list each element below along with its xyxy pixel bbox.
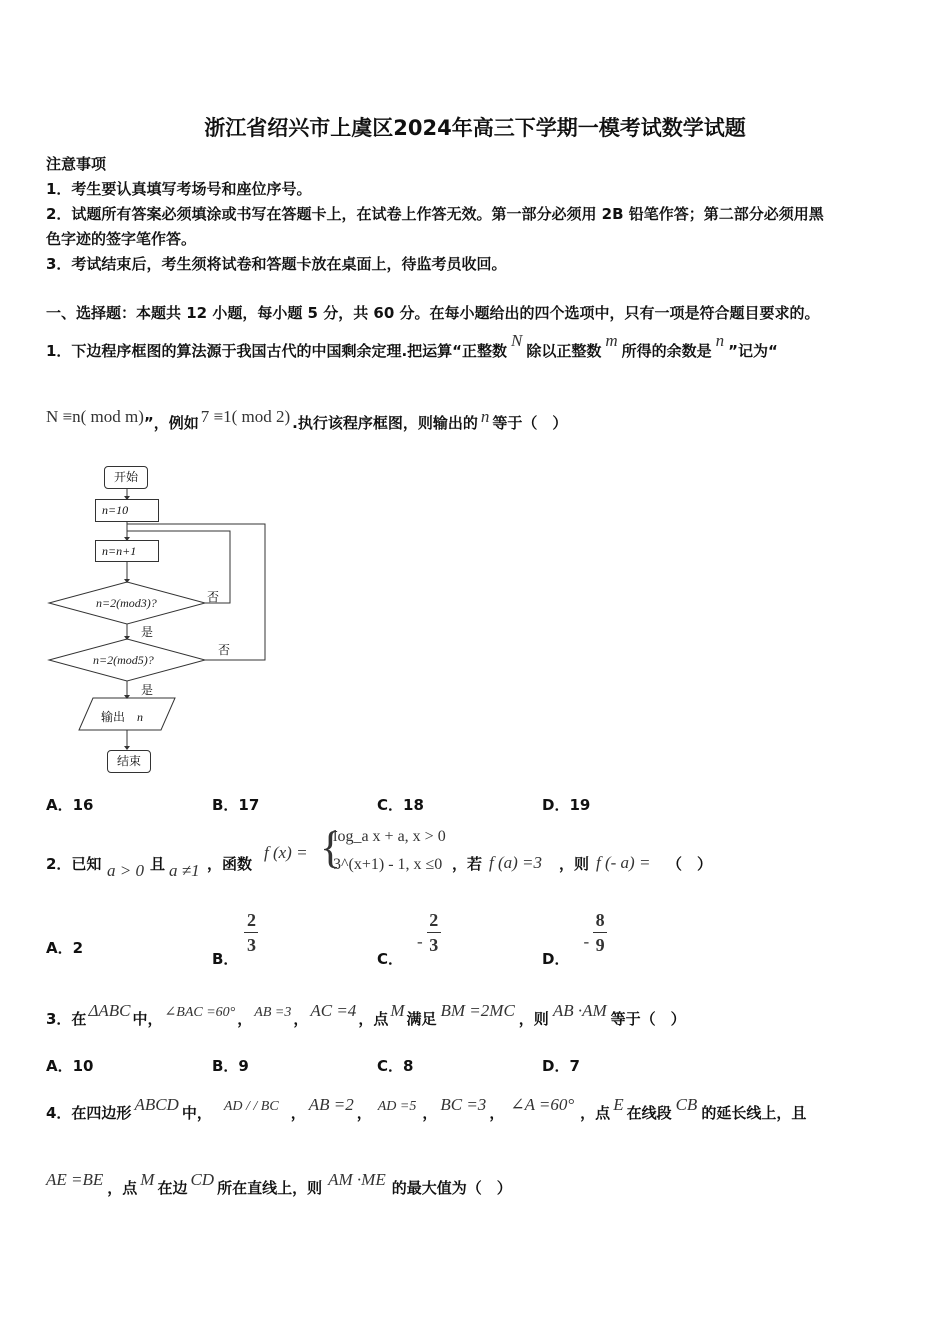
q2-option-d[interactable]: D．- $\frac{8}{9}$ [542, 910, 607, 955]
q3-option-c[interactable]: C．8 [377, 1057, 414, 1075]
page-title: 浙江省绍兴市上虞区2024年高三下学期一模考试数学试题 [204, 116, 746, 140]
q2-case-2: 3^(x+1) - 1, x ≤0 [333, 856, 443, 873]
q2-p1: 2．已知 [46, 855, 102, 873]
q2-p6: （ ） [667, 855, 713, 873]
q2-p2: 且 [150, 855, 166, 873]
q2-function: f (x) = [264, 843, 308, 862]
flow-no-2: 否 [218, 643, 231, 657]
notice-heading: 注意事项 [46, 155, 107, 173]
q2-option-c[interactable]: C．- $\frac{2}{3}$ [377, 910, 441, 955]
flow-yes-1: 是 [141, 625, 154, 639]
q1-line2: N ≡n( mod m)”，例如 7 ≡1( mod 2) .执行该程序框图，则输出的 n 等于（ ） [46, 407, 568, 432]
notice-2-cont: 色字迹的签字笔作答。 [46, 230, 197, 248]
cond2-text: n=2(mod5)? [93, 653, 154, 667]
q4-line1: 4．在四边形 ABCD 中， AD / / BC ， AB =2 ， AD =5 ， BC =3 ， ∠A =60° ，点 E 在线段 CB 的延长线上，且 [46, 1095, 807, 1122]
q2-cond-a: a > 0 [107, 861, 144, 880]
q2-option-b[interactable]: B． $\frac{2}{3}$ [212, 910, 258, 955]
q1-option-d[interactable]: D．19 [542, 796, 591, 814]
flow-start: 开始 [104, 466, 148, 489]
q1-option-c[interactable]: C．18 [377, 796, 424, 814]
q1-option-a[interactable]: A．16 [46, 796, 94, 814]
flow-output: 输出 n [101, 710, 144, 724]
q3-option-a[interactable]: A．10 [46, 1057, 94, 1075]
q1-option-b[interactable]: B．17 [212, 796, 260, 814]
q3-option-d[interactable]: D．7 [542, 1057, 580, 1075]
flow-no-1: 否 [207, 590, 220, 604]
notice-1: 1．考生要认真填写考场号和座位序号。 [46, 180, 312, 198]
flow-yes-2: 是 [141, 683, 154, 697]
q1-line1: 1．下边程序框图的算法源于我国古代的中国剩余定理.把运算“正整数N除以正整数m所得的余数是n”记为“ [46, 331, 778, 360]
notice-3: 3．考试结束后，考生须将试卷和答题卡放在桌面上，待监考员收回。 [46, 255, 507, 273]
section-heading: 一、选择题：本题共 12 小题，每小题 5 分，共 60 分。在每小题给出的四个选项中，只有一项是符合题目要求的。 [46, 304, 820, 322]
q2-brace: { [320, 823, 342, 872]
q2-ask: f (- a) = [596, 853, 651, 872]
q2-p4: ，若 [452, 855, 483, 873]
q3-option-b[interactable]: B．9 [212, 1057, 249, 1075]
q2-p5: ，则 [559, 855, 590, 873]
notice-2: 2．试题所有答案必须填涂或书写在答题卡上，在试卷上作答无效。第一部分必须用 2B 铅笔作答；第二部分必须用黑 [46, 205, 824, 223]
flow-init: n=10 [95, 499, 159, 522]
q3-line: 3．在 ΔABC 中， ∠BAC =60° ， AB =3 ， AC =4 ，点 M 满足 BM =2MC ，则 AB ·AM 等于（ ） [46, 1001, 686, 1028]
q2-condition: f (a) =3 [489, 853, 543, 872]
q2-cond-b: a ≠1 [169, 861, 200, 880]
flow-step: n=n+1 [95, 540, 159, 562]
q2-case-1: log_a x + a, x > 0 [333, 828, 446, 845]
cond1-text: n=2(mod3)? [96, 596, 157, 610]
q2-option-a[interactable]: A．2 [46, 939, 84, 957]
flow-end: 结束 [107, 750, 151, 773]
q4-line2: AE =BE ，点 M 在边 CD 所在直线上，则 AM ·ME 的最大值为（ ） [46, 1170, 512, 1197]
q2-p3: ，函数 [207, 855, 253, 873]
